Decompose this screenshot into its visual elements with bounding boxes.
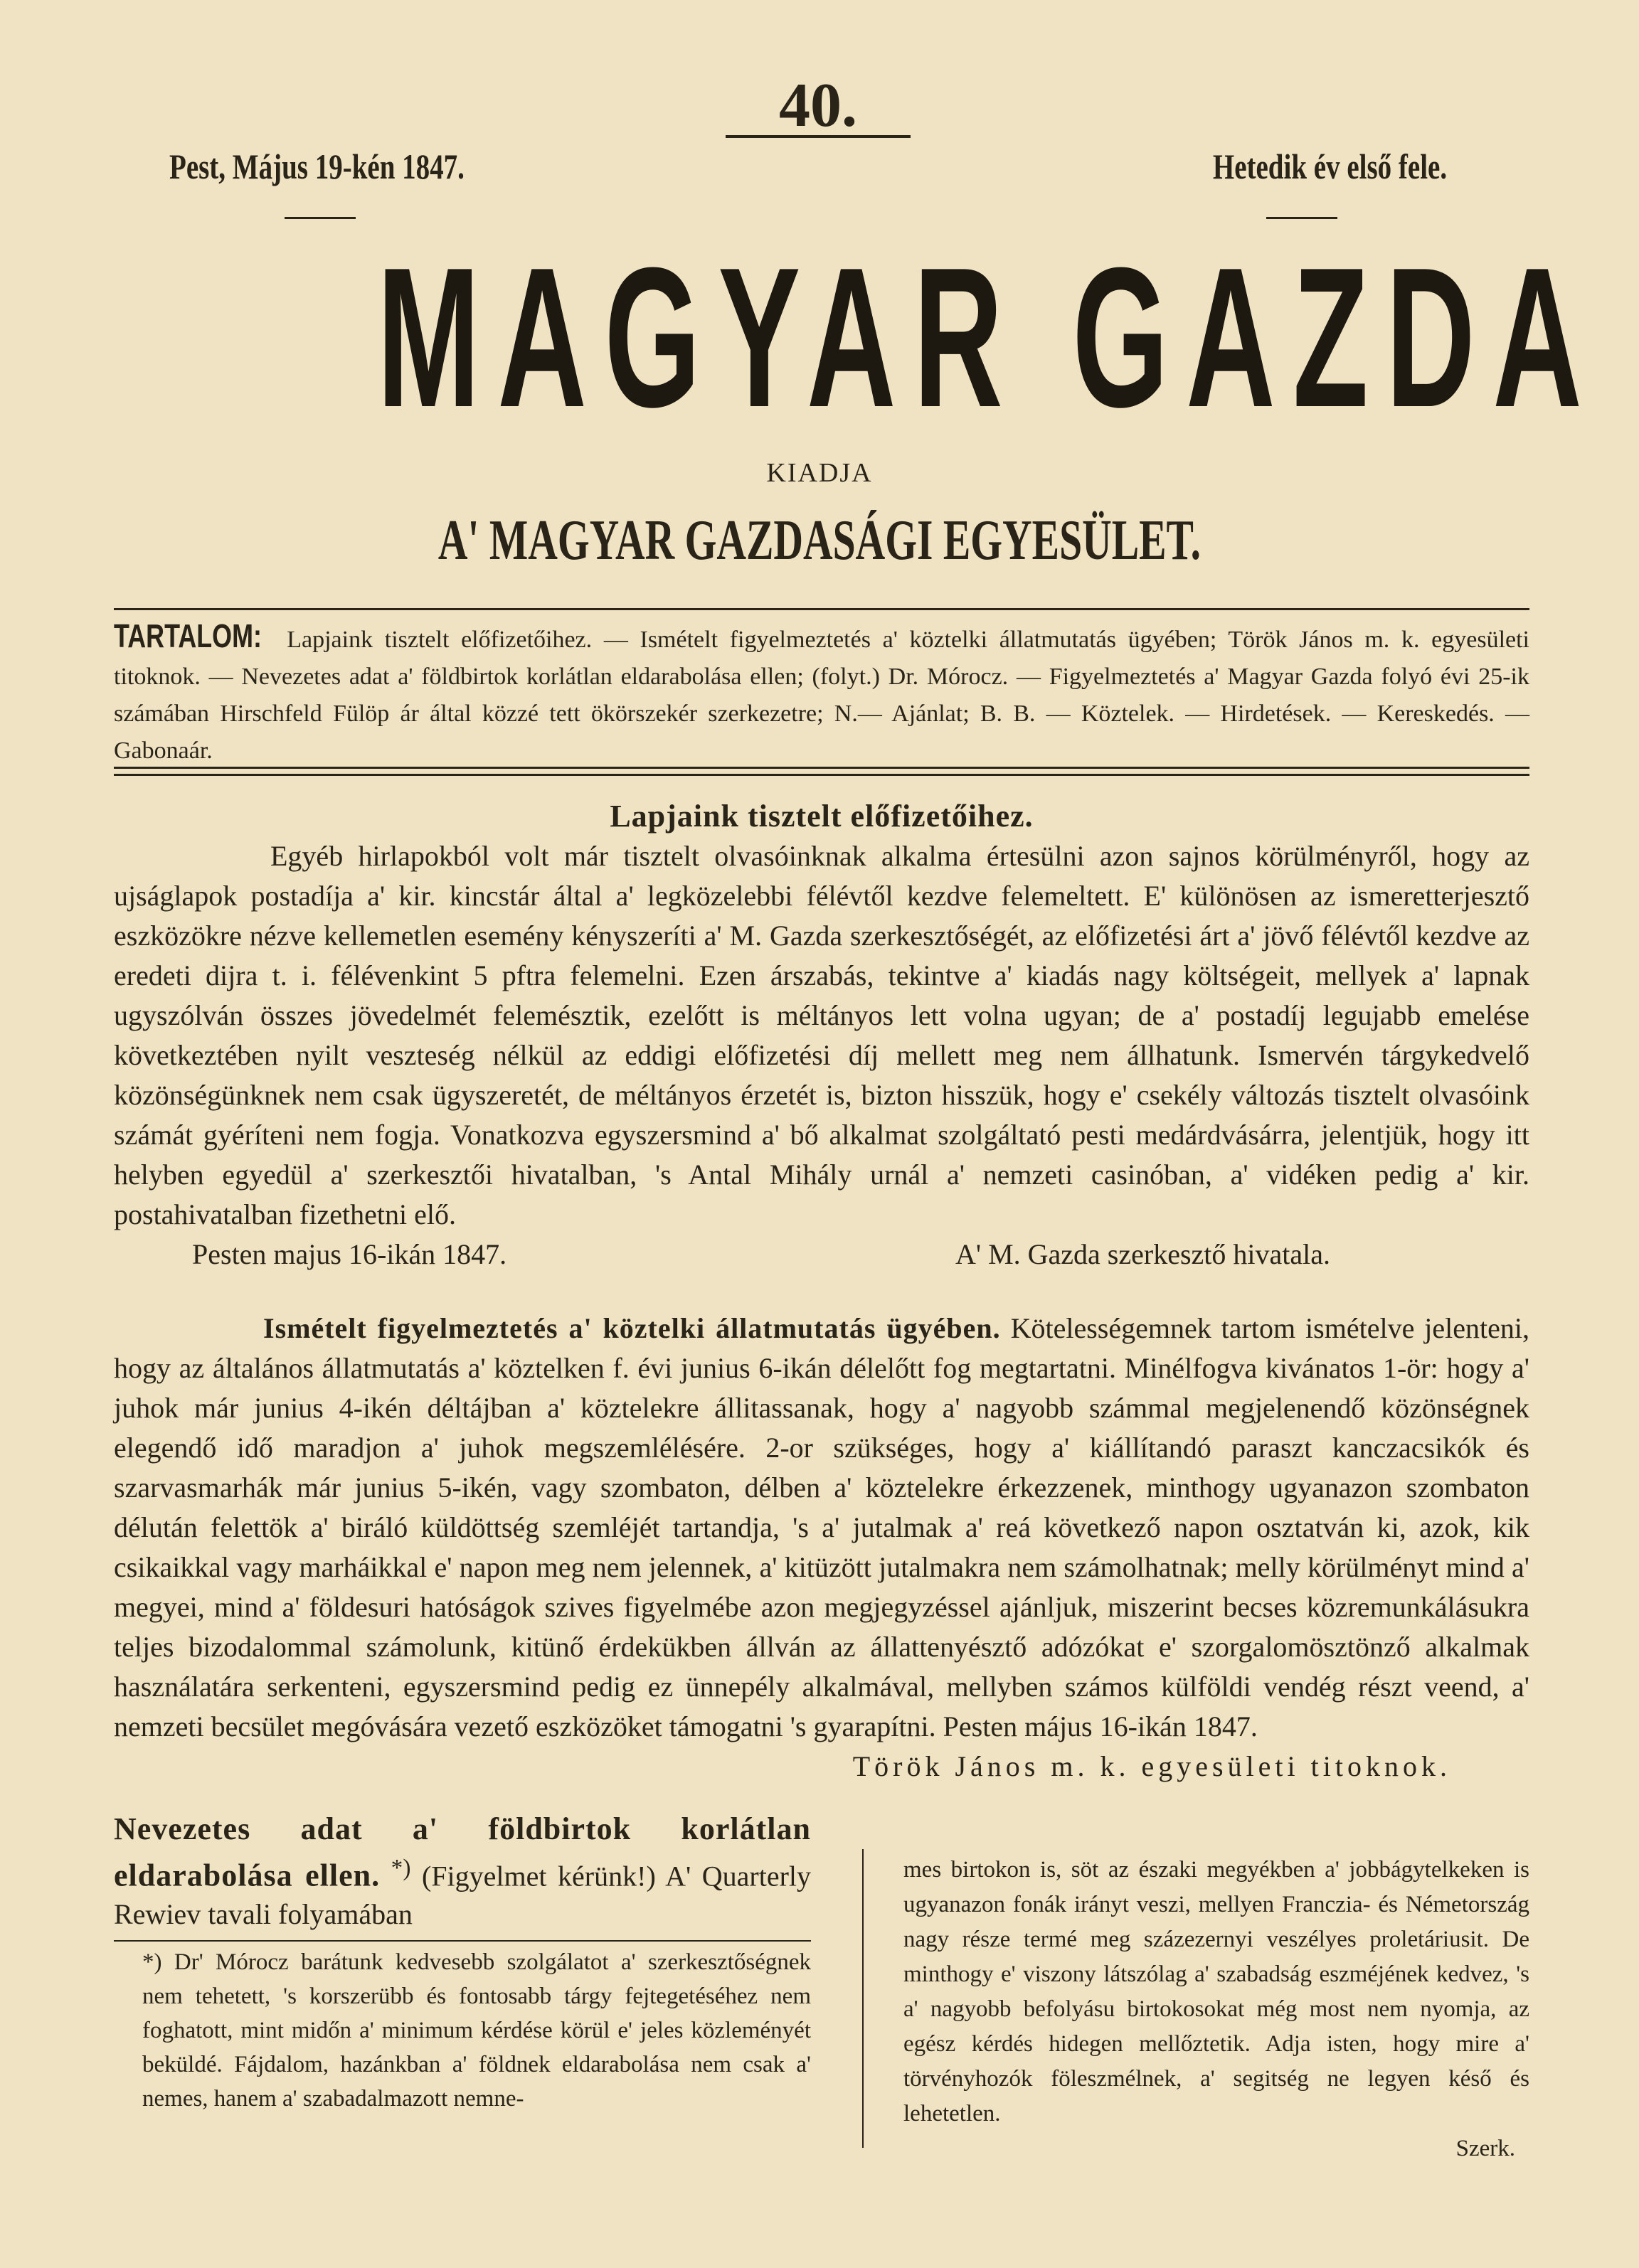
- issue-number: 40.: [779, 71, 857, 140]
- column-rule: [862, 1849, 864, 2148]
- signature: Török János m. k. egyesületi titoknok.: [852, 1750, 1451, 1782]
- half-year: Hetedik év első fele.: [1212, 147, 1447, 186]
- article-paragraph: [114, 1309, 1529, 1747]
- footnote-continuation-text: mes birtokon is, söt az északi megyékben a' jobbágytelkeken is ugyanazon fonák irányt veszi, mellyen Franczia- és Németország nagy része termé meg százezernyi veszélyes proletáriusit. De minthogy e' viszony látszólag a' szabadság eszméjének kedvez, 's a' nagyobb befolyásu birtokosokat még most nem nyomja, az egész kérdés hidegen mellőztetik. Adja isten, hogy mire a' törvényhozók föleszmélnek, a' segitség ne legyen késő és lehetetlen.: [903, 1857, 1529, 2126]
- footnote: *) Dr' Mórocz barátunk kedvesebb szolgálatot a' szerkesztőségnek nem tehetett, 's korszerübb és fontosabb tárgy fejtegetéséhez nem foghatott, mint midőn a' minimum kérdése körül e' jeles közleményét beküldé. Fájdalom, hazánkban a' földnek eldarabolása nem csak a' nemes, hanem a' szabadalmazott nemne-: [142, 1949, 811, 2112]
- article-body: Kötelességemnek tartom ismételve jelenteni, hogy az általános állatmutatás a' köztelken f. évi junius 6-ikán délelőtt fog megtartatni. Minélfogva kivánatos 1-ör: hogy a' juhok már junius 4-ikén déltájban a' köztelekre állitassanak, hogy a' nagyobb számmal megjelenendő közönségnek elegendő idő maradjon a' juhok megszemlélésére. 2-or szükséges, hogy a' kiállítandó paraszt kanczacsikók és szarvasmarhák már junius 5-ikén, vagy szombaton, délben a' köztelekre érkezzenek, minthogy ugyanazon szombaton délután felettök a' biráló küldöttség szemléjét tartandja, 's a' jutalmak a' reá következő napon osztatván ki, azok, kik csikaikkal vagy marháikkal e' napon meg nem jelennek, a' kitüzött jutalmakra nem számolhatnak; melly körülményt mind a' megyei, mind a' földesuri hatóságok szives figyelmébe azon megjegyzéssel ajánljuk, miszerint becses közremunkálásukra teljes bizodalommal számolunk, kitünő érdekükben állván az állattenyésztő adózókat e' szorgalomösztönző alkalmak használatára serkenteni, egyszersmind pedig ez ünnepély alkalmával, mellyben számos külföldi vendég részt veend, a' nemzeti becsület megóvására vezető eszközöket támogatni 's gyarapítni. Pesten május 16-ikán 1847.: [114, 1312, 1530, 1742]
- footnote-mark: *): [391, 1855, 411, 1881]
- toc-bottom-rule-2: [114, 774, 1529, 776]
- toc-label: TARTALOM:: [114, 617, 262, 654]
- article-title: Nevezetes adat a' földbirtok korlátlan eldarabolása ellen.: [114, 1811, 811, 1893]
- article-title: Lapjaink tisztelt előfizetőihez.: [610, 799, 1034, 834]
- publisher: A' MAGYAR GAZDASÁGI EGYESÜLET.: [437, 509, 1202, 572]
- article-title: Ismételt figyelmeztetés a' köztelki állatmutatás ügyében.: [263, 1312, 1001, 1344]
- toc-text: Lapjaink tisztelt előfizetőihez. — Ismételt figyelmeztetés a' köztelki állatmutatás ügyében; Török János m. k. egyesületi titoknok. — Nevezetes adat a' földbirtok korlátlan eldarabolása ellen; (folyt.) Dr. Mórocz. — Figyelmeztetés a' Magyar Gazda folyó évi 25-ik számában Hirschfeld Fülöp ár által közzé tett ökörszekér szerkezetre; N.— Ajánlat; B. B. — Köztelek. — Hirdetések. — Kereskedés. — Gabonaár.: [114, 627, 1530, 764]
- masthead: MAGYAR GAZDA: [377, 227, 1600, 449]
- dateline-dash: [285, 217, 356, 219]
- footnote-rule: [114, 1940, 811, 1942]
- footnote-continuation: [903, 1853, 1529, 2166]
- halfyear-dash: [1266, 217, 1337, 219]
- signature: A' M. Gazda szerkesztő hivatala.: [955, 1238, 1330, 1270]
- place-date: Pesten majus 16-ikán 1847.: [192, 1238, 507, 1270]
- article-land-division: [114, 1810, 811, 1934]
- number-rule: [726, 135, 911, 138]
- toc-bottom-rule: [114, 767, 1529, 769]
- table-of-contents: [114, 617, 1529, 770]
- editor-sign: Szerk.: [1455, 2136, 1515, 2161]
- publisher-label: KIADJA: [766, 458, 873, 488]
- article-body: (Figyelmet kérünk!) A' Quarterly Rewiev tavali folyamában: [114, 1860, 811, 1931]
- dateline: Pest, Május 19-kén 1847.: [169, 147, 465, 186]
- article-exhibition: [114, 1309, 1529, 1787]
- toc-top-rule: [114, 608, 1529, 610]
- article-subscribers: [114, 797, 1529, 1274]
- signature-row: [114, 1235, 1529, 1274]
- article-body: Egyéb hirlapokból volt már tisztelt olvasóinknak alkalma értesülni azon sajnos körülményről, hogy az ujságlapok postadíja a' kir. kincstár által a' legközelebbi félévtől kezdve felemeltett. E' különösen az ismeretterjesztő eszközökre nézve kellemetlen esemény kényszeríti a' M. Gazda szerkesztőségét, az előfizetési árt a' jövő félévtől kezdve az eredeti dijra t. i. félévenkint 5 pftra felemelni. Ezen árszabás, tekintve a' kiadás nagy költségeit, mellyek a' lapnak ugyszólván összes jövedelmét felemésztik, ezelőtt is méltányos lett volna ugyan; de a' postadíj legujabb emelése következtében nyilt veszteség nélkül az eddigi előfizetési díj mellett meg nem állhatunk. Ismervén tárgykedvelő közönségünknek nem csak ügyszeretét, de méltányos érzetét is, bizton hisszük, hogy e' csekély változás tisztelt olvasóink számát gyéríteni nem fogja. Vonatkozva egyszersmind a' bő alkalmat szolgáltató pesti medárdvásárra, jelentjük, hogy itt helyben egyedül a' szerkesztői hivatalban, 's Antal Mihály urnál a' nemzeti casinóban, a' vidéken pedig a' kir. postahivatalban fizethetni elő.: [114, 840, 1529, 1230]
